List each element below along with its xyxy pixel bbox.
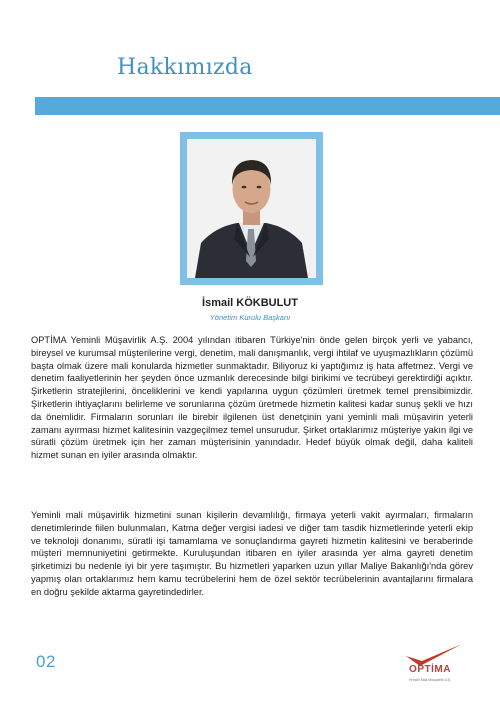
portrait-photo <box>187 139 316 278</box>
optima-logo <box>400 642 470 692</box>
body-paragraph-2: Yeminli mali müşavirlik hizmetini sunan kişilerin devamlılığı, firmaya yeterli vakit ayırmaları, firmaların denetimlerinde fiilen bulunmaları, Katma değer vergisi iadesi ve diğer tam tasdik hizmetlerinde yeterli ekip ve teknoloji donanımı, süratli işi tamamlama ve sonuçlandırma gayreti hizmetin kalitesini ve beraberinde müşteri memnuniyetini getirmekte. Kuruluşundan itibaren en iyiler arasında yer alma gayreti denetim şirketimizi bu nedenle iyi bir yere taşımıştır. Bu hizmetleri yaparken uzun yıllar Maliye Bakanlığı'nda görev yapmış olan ortaklarımız hem kamu tecrübelerini hem de özel sektör tecrübelerinin avantajlarını firmalara en doğru şekilde aktarma gayretindedirler. <box>31 510 473 597</box>
page-title: Hakkımızda <box>117 55 253 80</box>
portrait-frame <box>180 132 323 285</box>
title-bar <box>35 97 500 115</box>
logo-wordmark: OPTİMA <box>409 664 451 675</box>
person-name: İsmail KÖKBULUT <box>202 297 298 309</box>
body-paragraph-1: OPTİMA Yeminli Müşavirlik A.Ş. 2004 yılından itibaren Türkiye'nin önde gelen birçok yerli ve yabancı, bireysel ve kurumsal müşterilerine vergi, denetim, mali danışmanlık, vergi ihtilaf ve uyuşmazlıkların çözümü başta olmak üzere mali konularda hizmetler sunmaktadır. Biliyoruz ki yaptığımız iş hata affetmez. Vergi ve denetim faaliyetlerinin her şeyden önce uzmanlık derecesinde bilgi birikimi ve tecrübeyi gerektirdiği açıktır. Şirketlerin stratejilerini, önceliklerini ve kendi yapılarına uygun çözümleri üretmek temel prensibimizdir. Şirketlerin ihtiyaçlarını belirleme ve sorunlarına çözüm üretmede hizmetin kalitesi kadar sunuş şekli ve hızı da önemlidir. Firmaların sorunları ile birebir ilgilenen üst denetçinin yani yeminli mali müşavirin yeterli zamanı ayırması hizmet kalitesinin vazgeçilmez temel unsurudur. Şirket ortaklarımız müşteriye yakın ilgi ve süratli çözüm üretmek için her zaman müşterisinin yanındadır. Hedef büyük olmak değil, daha kaliteli hizmet sunan en iyiler arasında olmaktır. <box>31 335 473 461</box>
person-role: Yönetim Kurulu Başkanı <box>209 313 291 322</box>
logo-tagline: Yeminli Mali Müşavirlik A.Ş. <box>408 678 452 682</box>
person-portrait-image <box>187 139 316 278</box>
page-number: 02 <box>36 652 56 671</box>
